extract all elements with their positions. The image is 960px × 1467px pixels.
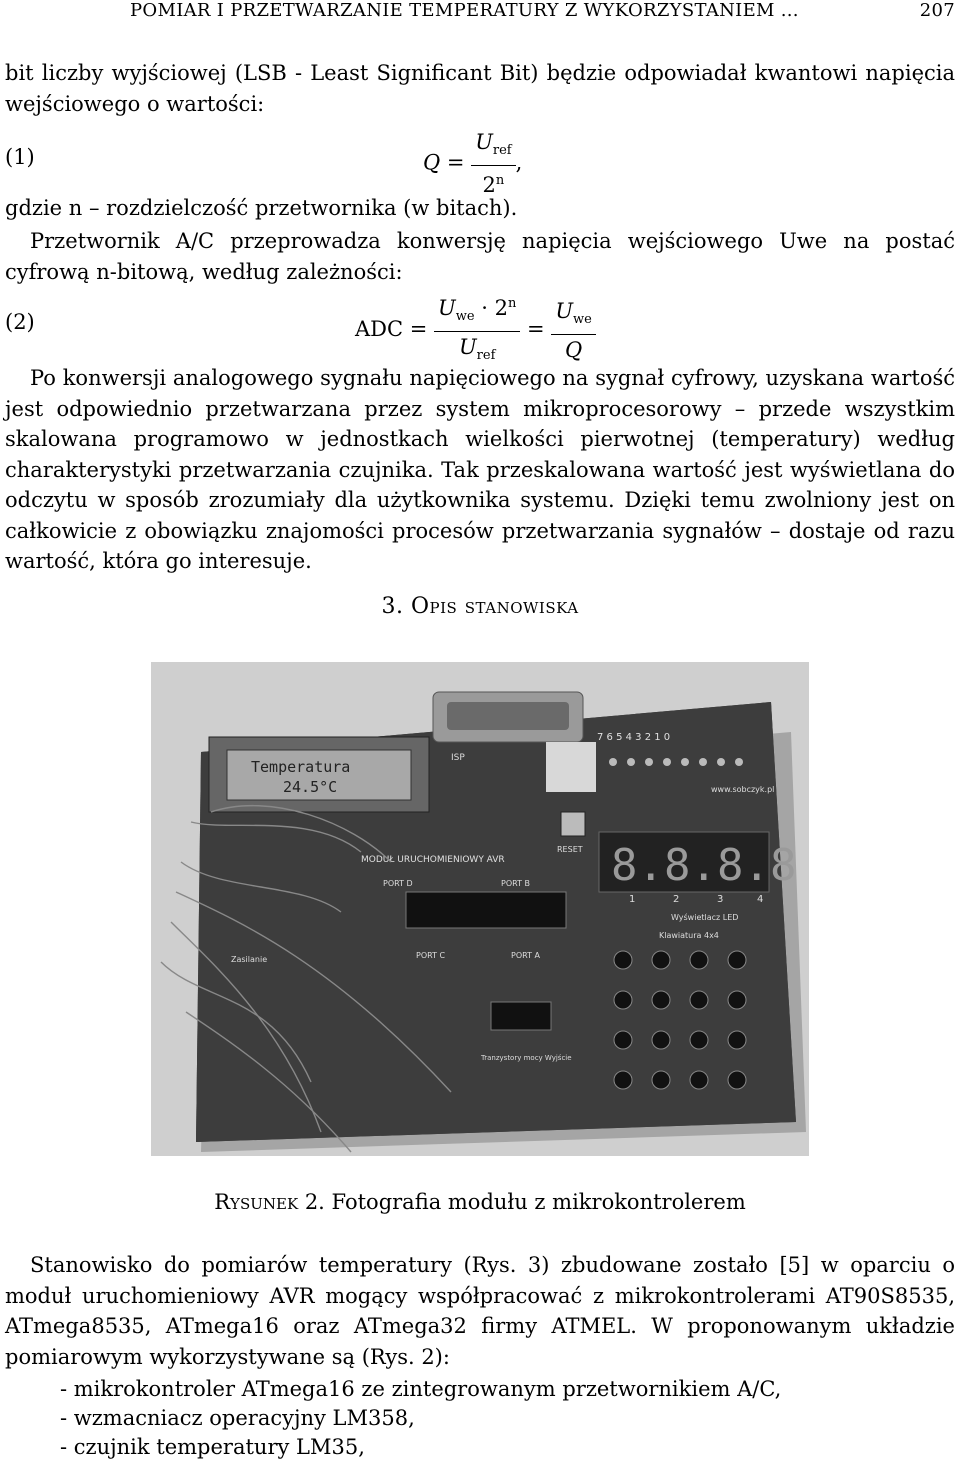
reset-label: RESET	[557, 845, 583, 854]
eq1-comma: ,	[515, 150, 523, 175]
eq2-frac2-numerator	[551, 297, 596, 335]
key	[614, 951, 632, 969]
key	[728, 991, 746, 1009]
eq1-num-var: U	[475, 130, 493, 154]
caption-label: Rysunek 2.	[214, 1190, 325, 1214]
list-item: - mikrokontroler ATmega16 ze zintegrowanym przetwornikiem A/C,	[60, 1377, 782, 1401]
led	[717, 758, 725, 766]
paragraph-conversion	[5, 363, 955, 577]
led-digits: 8.8.8.8	[611, 840, 797, 891]
key	[614, 1071, 632, 1089]
key	[690, 1031, 708, 1049]
eq2-f2-num-var: U	[555, 298, 574, 323]
key	[652, 991, 670, 1009]
paragraph-3-text: Przetwornik A/C przeprowadza konwersję napięcia wejściowego Uwe na postać cyfrową n-bitową, według zależności:	[5, 229, 955, 284]
key	[690, 991, 708, 1009]
eq2-f2-num-sub: we	[573, 311, 592, 327]
running-head-title: POMIAR I PRZETWARZANIE TEMPERATURY Z WYKORZYSTANIEM ...	[130, 0, 799, 21]
db25-inner	[447, 702, 569, 730]
figure-board-photo	[151, 662, 809, 1156]
lcd-line-2: 24.5°C	[283, 778, 338, 796]
reset-button	[561, 812, 585, 836]
digit-number-2: 2	[673, 894, 680, 905]
board-photo	[151, 662, 809, 1156]
equation-2-lhs: ADC =	[355, 317, 428, 342]
paragraph-stand	[5, 1250, 955, 1372]
key	[652, 951, 670, 969]
equation-2	[5, 290, 955, 364]
logo-badge	[546, 742, 596, 792]
op-amp-chip	[491, 1002, 551, 1030]
equation-1-numerator	[471, 128, 515, 166]
eq2-frac1-numerator	[434, 290, 520, 332]
page-number: 207	[919, 0, 955, 21]
eq2-f1-den-sub: ref	[476, 348, 496, 364]
led-numbers: 7 6 5 4 3 2 1 0	[597, 732, 671, 743]
components-list	[60, 1375, 781, 1462]
led	[681, 758, 689, 766]
key	[614, 1031, 632, 1049]
key	[652, 1031, 670, 1049]
led	[663, 758, 671, 766]
paragraph-4-text: Po konwersji analogowego sygnału napięciowego na sygnał cyfrowy, uzyskana wartość jest odpowiednio przetwarzana przez system mikroprocesorowy – przede wszystkim skalowana programowo w jednostkach wielkości pierwotnej (temperatury) według charakterystyki przetwarzania czujnika. Tak przeskalowana wartość jest wyświetlana do odczytu w sposób zrozumiały dla użytkownika systemu. Dzięki temu zwolniony jest on całkowicie z obowiązku znajomości procesów przetwarzania sygnałów – dostaje od razu wartość, która go interesuje.	[5, 366, 955, 573]
url-label: www.sobczyk.pl	[711, 785, 775, 794]
key	[614, 991, 632, 1009]
key	[690, 1071, 708, 1089]
paragraph-5-text: Stanowisko do pomiarów temperatury (Rys. 3) zbudowane zostało [5] w oparciu o moduł uruchomieniowy AVR mogący współpracować z mikrokontrolerami AT90S8535, ATmega8535, ATmega16 oraz ATmega32 firmy ATMEL. W proponowanym układzie pomiarowym wykorzystywane są (Rys. 2):	[5, 1253, 955, 1369]
equation-2-equals: =	[527, 317, 545, 342]
eq2-f1-num-tail: · 2	[481, 296, 508, 320]
led	[735, 758, 743, 766]
key	[690, 951, 708, 969]
caption-text: Fotografia modułu z mikrokontrolerem	[331, 1190, 746, 1214]
paragraph-2-text: gdzie n – rozdzielczość przetwornika (w bitach).	[5, 196, 518, 220]
port-d-label: PORT D	[383, 879, 413, 888]
equation-1-fraction	[471, 128, 515, 200]
digit-number-3: 3	[717, 894, 724, 905]
section-heading	[0, 594, 960, 619]
paragraph-converter	[5, 226, 955, 287]
paragraph-lsb	[5, 58, 955, 119]
equation-2-fraction-2	[551, 297, 596, 365]
eq1-num-sub: ref	[492, 143, 512, 159]
eq2-f1-num-sub: we	[455, 309, 475, 325]
key	[652, 1071, 670, 1089]
equation-1-body	[423, 128, 522, 200]
key	[728, 951, 746, 969]
eq1-den-sup: n	[495, 173, 505, 189]
led	[645, 758, 653, 766]
equation-2-fraction-1	[434, 290, 520, 371]
keypad-label: Klawiatura 4x4	[659, 931, 719, 940]
eq2-f1-den-var: U	[458, 335, 477, 360]
equation-1-lhs: Q =	[423, 150, 465, 175]
list-item: - wzmacniacz operacyjny LM358,	[60, 1406, 415, 1430]
led	[627, 758, 635, 766]
figure-caption	[0, 1190, 960, 1214]
equation-1-number: (1)	[5, 145, 35, 169]
led	[609, 758, 617, 766]
isp-label: ISP	[451, 753, 465, 763]
equation-2-number: (2)	[5, 310, 35, 334]
microcontroller-chip	[406, 892, 566, 928]
display-label: Wyświetlacz LED	[671, 913, 739, 922]
eq2-f1-num-sup: n	[507, 296, 517, 311]
eq2-f1-num-var: U	[438, 296, 456, 320]
transistor-label: Tranzystory mocy Wyjście	[481, 1054, 572, 1062]
eq1-den-base: 2	[482, 173, 496, 198]
port-c-label: PORT C	[416, 951, 446, 960]
led	[699, 758, 707, 766]
paragraph-resolution	[5, 193, 955, 224]
key	[728, 1031, 746, 1049]
key	[728, 1071, 746, 1089]
board-label: MODUŁ URUCHOMIENIOWY AVR	[361, 855, 505, 865]
power-label: Zasilanie	[231, 955, 268, 964]
digit-number-1: 1	[629, 894, 636, 905]
port-a-label: PORT A	[511, 951, 540, 960]
list-item: - czujnik temperatury LM35,	[60, 1435, 365, 1459]
equation-1	[5, 128, 955, 198]
section-number: 3.	[381, 594, 404, 619]
section-title: Opis stanowiska	[410, 594, 579, 619]
lcd-line-1: Temperatura	[251, 758, 351, 776]
running-head	[130, 0, 955, 26]
equation-2-body	[355, 290, 596, 371]
digit-number-4: 4	[757, 894, 764, 905]
eq2-frac2-denominator: Q	[564, 337, 583, 362]
paragraph-1-text: bit liczby wyjściowej (LSB - Least Significant Bit) będzie odpowiadał kwantowi napięcia wejściowego o wartości:	[5, 61, 955, 116]
port-b-label: PORT B	[501, 879, 531, 888]
